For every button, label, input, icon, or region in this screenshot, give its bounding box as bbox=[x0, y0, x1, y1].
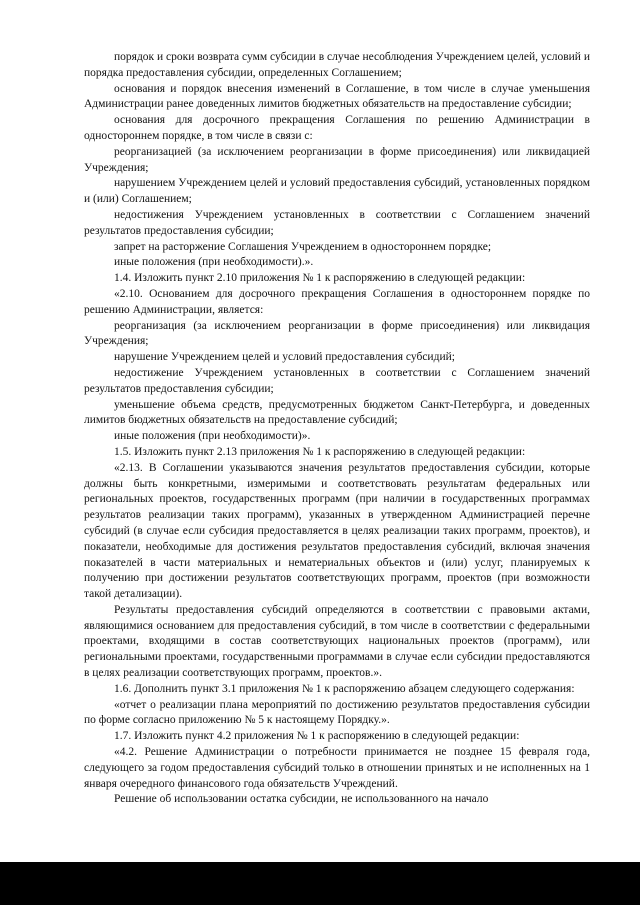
paragraph: 1.5. Изложить пункт 2.13 приложения № 1 к распоряжению в следующей редакции: bbox=[114, 445, 526, 458]
paragraph: реорганизация (за исключением реорганизации в форме присоединения) или ликвидация Учреждения; bbox=[84, 319, 590, 348]
paragraph: Решение об использовании остатка субсидии, не использованного на начало bbox=[114, 793, 489, 806]
scan-bottom-border bbox=[0, 862, 640, 905]
paragraph: порядок и сроки возврата сумм субсидии в случае несоблюдения Учреждением целей, условий и порядка предоставления субсидии, определенных Соглашением; bbox=[84, 51, 590, 79]
paragraph: 1.6. Дополнить пункт 3.1 приложения № 1 к распоряжению абзацем следующего содержания: bbox=[114, 682, 575, 695]
paragraph: запрет на расторжение Соглашения Учреждением в одностороннем порядке; bbox=[114, 240, 492, 253]
paragraph: недостижение Учреждением установленных в соответствии с Соглашением значений результатов предоставления субсидии; bbox=[84, 366, 590, 395]
paragraph: основания для досрочного прекращения Соглашения по решению Администрации в одностороннем порядке, в том числе в связи с: bbox=[84, 114, 590, 142]
paragraph: недостижения Учреждением установленных в соответствии с Соглашением значений результатов предоставления субсидии; bbox=[84, 208, 590, 237]
paragraph: «4.2. Решение Администрации о потребности принимается не позднее 15 февраля года, следующего за годом предоставления субсидий только в отношении принятых и не исполненных на 1 января очередного финансового года обязательств Учреждений. bbox=[84, 746, 590, 790]
paragraph: «2.10. Основанием для досрочного прекращения Соглашения в одностороннем порядке по решению Администрации, является: bbox=[84, 287, 590, 316]
paragraph: нарушение Учреждением целей и условий предоставления субсидий; bbox=[114, 351, 455, 364]
paragraph: 1.4. Изложить пункт 2.10 приложения № 1 к распоряжению в следующей редакции: bbox=[114, 272, 526, 285]
paragraph: «отчет о реализации плана мероприятий по достижению результатов предоставления субсидии по форме согласно приложению № 5 к настоящему Порядку.». bbox=[84, 698, 590, 727]
paragraph: иные положения (при необходимости).». bbox=[114, 256, 314, 269]
paragraph: «2.13. В Соглашении указываются значения результатов предоставления субсидии, которые должны быть конкретными, измеримыми и соответствовать результатам федеральных или региональных проектов, государственных программ (при наличии в государственных программах результатов реализации таких программ), указанных в утвержденном Администрацией перечне субсидий (в случае если субсидия предоставляется в целях реализации таких программ, проектов), и показатели, необходимые для достижения результатов предоставления субсидий, включая значения показателей в части материальных и нематериальных объектов и (или) услуг, планируемых к получению при достижении результатов соответствующих программ, проектов (при возможности такой детализации). bbox=[84, 461, 590, 601]
document-body bbox=[84, 50, 590, 808]
paragraph: нарушением Учреждением целей и условий предоставления субсидий, установленных порядком и (или) Соглашением; bbox=[84, 177, 590, 206]
paragraph: Результаты предоставления субсидий определяются в соответствии с правовыми актами, являющимися основанием для предоставления субсидий, в том числе в соответствии с федеральными проектами, входящими в состав соответствующих национальных проектов (программ), или региональными проектами, государственными программами в случае если субсидии предоставляются в целях реализации соответствующих программ, проектов.». bbox=[84, 603, 590, 680]
paragraph: основания и порядок внесения изменений в Соглашение, в том числе в случае уменьшения Администрации ранее доведенных лимитов бюджетных обязательств на предоставление субсидии; bbox=[84, 82, 590, 111]
paragraph: уменьшение объема средств, предусмотренных бюджетом Санкт-Петербурга, и доведенных лимитов бюджетных обязательств на предоставление субсидий; bbox=[84, 398, 590, 427]
paragraph: иные положения (при необходимости)». bbox=[114, 430, 311, 443]
paragraph: 1.7. Изложить пункт 4.2 приложения № 1 к распоряжению в следующей редакции: bbox=[114, 730, 520, 743]
paragraph: реорганизацией (за исключением реорганизации в форме присоединения) или ликвидацией Учреждения; bbox=[84, 145, 590, 174]
